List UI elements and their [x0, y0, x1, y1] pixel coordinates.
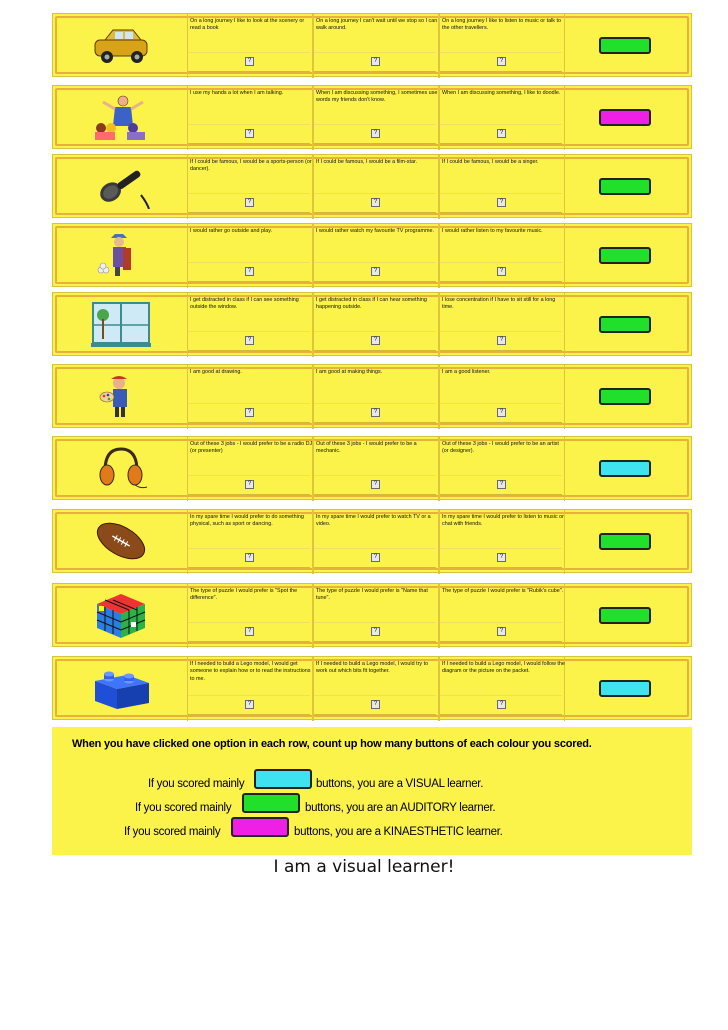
option-cell: [313, 437, 439, 501]
question-row: [52, 13, 692, 77]
question-row: [52, 292, 692, 356]
option-cell: [187, 365, 313, 429]
option-select-button[interactable]: ?: [245, 627, 254, 636]
question-row: [52, 656, 692, 720]
option-button-area: [440, 403, 562, 423]
scoring-instruction: When you have clicked one option in each row, count up how many buttons of each colour you scored.: [72, 738, 592, 750]
option-text: If I needed to build a Lego model, I would get someone to explain how or to read the instructions to me.: [190, 661, 311, 682]
option-button-area: [440, 124, 562, 144]
option-text: If I could be famous, I would be a singer.: [442, 159, 539, 165]
question-row: [52, 154, 692, 218]
option-button-area: [440, 193, 562, 213]
option-cell: [187, 510, 313, 574]
option-button-area: [188, 331, 310, 351]
lego-brick-icon: [89, 665, 153, 711]
option-cell: [313, 510, 439, 574]
car-icon: [89, 22, 153, 68]
option-text: If I needed to build a Lego model, I would try to work out which bits fit together.: [316, 661, 429, 675]
rugby-ball-icon: [89, 518, 153, 564]
option-cell: [439, 365, 565, 429]
option-cell: [439, 14, 565, 78]
option-cell: [439, 657, 565, 721]
option-cell: [187, 14, 313, 78]
option-select-button[interactable]: ?: [497, 553, 506, 562]
option-text: I get distracted in class if I can see something outside the window.: [190, 297, 299, 311]
result-color-button-auditory[interactable]: [599, 388, 651, 405]
option-select-button[interactable]: ?: [245, 57, 254, 66]
result-color-button-auditory[interactable]: [599, 316, 651, 333]
option-select-button[interactable]: ?: [245, 553, 254, 562]
presenter-icon: [89, 94, 153, 140]
option-button-area: [188, 403, 310, 423]
rubiks-cube-icon: [89, 592, 153, 638]
option-text: Out of these 3 jobs - I would prefer to be a radio DJ (or presenter): [190, 441, 313, 455]
option-button-area: [188, 193, 310, 213]
option-cell: [439, 155, 565, 219]
option-cell: [313, 365, 439, 429]
option-text: I would rather watch my favourite TV programme.: [316, 228, 434, 234]
question-row: [52, 223, 692, 287]
option-text: In my spare time I would prefer to do something physical, such as sport or dancing.: [190, 514, 304, 528]
gardener-icon: [89, 232, 153, 278]
result-color-button-auditory[interactable]: [599, 533, 651, 550]
option-button-area: [314, 695, 436, 715]
option-cell: [187, 437, 313, 501]
legend-auditory-prefix: If you scored mainly: [135, 802, 232, 814]
option-select-button[interactable]: ?: [245, 129, 254, 138]
option-text: I use my hands a lot when I am talking.: [190, 90, 284, 96]
option-cell: [313, 224, 439, 288]
option-cell: [439, 584, 565, 648]
option-button-area: [188, 622, 310, 642]
option-cell: [187, 293, 313, 357]
option-select-button[interactable]: ?: [371, 129, 380, 138]
option-text: Out of these 3 jobs - I would prefer to be a mechanic.: [316, 441, 417, 455]
option-text: The type of puzzle I would prefer is "Name that tune".: [316, 588, 428, 602]
option-button-area: [440, 475, 562, 495]
option-button-area: [314, 548, 436, 568]
option-button-area: [314, 475, 436, 495]
option-button-area: [314, 52, 436, 72]
option-text: I would rather go outside and play.: [190, 228, 273, 234]
option-select-button[interactable]: ?: [245, 480, 254, 489]
option-select-button[interactable]: ?: [497, 700, 506, 709]
option-cell: [313, 657, 439, 721]
microphone-icon: [89, 163, 153, 209]
option-select-button[interactable]: ?: [245, 700, 254, 709]
option-cell: [439, 86, 565, 150]
legend-visual-prefix: If you scored mainly: [148, 778, 245, 790]
option-cell: [313, 293, 439, 357]
result-color-button-kinaesthetic[interactable]: [599, 109, 651, 126]
question-row: [52, 436, 692, 500]
question-row: [52, 364, 692, 428]
option-select-button[interactable]: ?: [245, 198, 254, 207]
option-select-button[interactable]: ?: [371, 627, 380, 636]
option-select-button[interactable]: ?: [497, 408, 506, 417]
option-cell: [439, 437, 565, 501]
option-select-button[interactable]: ?: [245, 336, 254, 345]
option-button-area: [314, 262, 436, 282]
artist-icon: [89, 373, 153, 419]
option-text: I would rather listen to my favourite music.: [442, 228, 543, 234]
option-button-area: [440, 52, 562, 72]
option-select-button[interactable]: ?: [497, 57, 506, 66]
result-color-button-auditory[interactable]: [599, 178, 651, 195]
option-text: I am a good listener.: [442, 369, 491, 375]
option-text: On a long journey I like to listen to music or talk to the other travellers.: [442, 18, 561, 32]
option-cell: [187, 155, 313, 219]
option-cell: [187, 224, 313, 288]
legend-kinaesthetic-suffix: buttons, you are a KINAESTHETIC learner.: [294, 826, 503, 838]
option-text: If I could be famous, I would be a sports-person (or dancer).: [190, 159, 312, 173]
option-button-area: [440, 548, 562, 568]
option-select-button[interactable]: ?: [497, 129, 506, 138]
option-button-area: [440, 622, 562, 642]
option-select-button[interactable]: ?: [371, 267, 380, 276]
option-cell: [313, 14, 439, 78]
option-text: When I am discussing something, I like to doodle.: [442, 90, 561, 96]
question-row: [52, 509, 692, 573]
option-text: I am good at making things.: [316, 369, 383, 375]
result-color-button-auditory[interactable]: [599, 607, 651, 624]
option-select-button[interactable]: ?: [371, 700, 380, 709]
legend-visual-suffix: buttons, you are a VISUAL learner.: [316, 778, 484, 790]
option-text: On a long journey I like to look at the scenery or read a book: [190, 18, 305, 32]
option-text: The type of puzzle I would prefer is "Spot the difference".: [190, 588, 298, 602]
legend-kinaesthetic-prefix: If you scored mainly: [124, 826, 221, 838]
option-cell: [313, 584, 439, 648]
option-text: If I could be famous, I would be a film-star.: [316, 159, 417, 165]
option-button-area: [314, 622, 436, 642]
option-button-area: [314, 403, 436, 423]
legend-auditory-chip: [242, 793, 300, 813]
option-cell: [313, 86, 439, 150]
option-select-button[interactable]: ?: [371, 198, 380, 207]
result-color-button-auditory[interactable]: [599, 247, 651, 264]
window-icon: [89, 301, 153, 347]
option-select-button[interactable]: ?: [371, 553, 380, 562]
option-text: The type of puzzle I would prefer is "Rubik's cube".: [442, 588, 564, 594]
option-cell: [439, 293, 565, 357]
question-row: [52, 85, 692, 149]
option-text: In my spare time I would prefer to listen to music or chat with friends.: [442, 514, 564, 528]
option-text: If I needed to build a Lego model, I would follow the diagram or the picture on the packet.: [442, 661, 565, 675]
legend-visual-chip: [254, 769, 312, 789]
option-button-area: [440, 331, 562, 351]
option-text: In my spare time I would prefer to watch TV or a video.: [316, 514, 431, 528]
option-cell: [439, 224, 565, 288]
option-button-area: [188, 262, 310, 282]
option-cell: [187, 584, 313, 648]
option-button-area: [440, 695, 562, 715]
option-text: I get distracted in class if I can hear something happening outside.: [316, 297, 427, 311]
option-select-button[interactable]: ?: [497, 627, 506, 636]
option-button-area: [314, 124, 436, 144]
scoring-panel: [52, 727, 692, 855]
result-caption: I am a visual learner!: [273, 857, 455, 877]
option-text: I lose concentration if I have to sit still for a long time.: [442, 297, 556, 311]
option-text: I am good at drawing.: [190, 369, 242, 375]
option-button-area: [440, 262, 562, 282]
option-select-button[interactable]: ?: [245, 408, 254, 417]
option-text: On a long journey I can't wait until we stop so I can walk around.: [316, 18, 438, 32]
option-select-button[interactable]: ?: [497, 198, 506, 207]
legend-auditory-suffix: buttons, you are an AUDITORY learner.: [305, 802, 496, 814]
option-button-area: [314, 331, 436, 351]
option-select-button[interactable]: ?: [371, 408, 380, 417]
headphones-icon: [89, 445, 153, 491]
option-cell: [187, 657, 313, 721]
option-select-button[interactable]: ?: [245, 267, 254, 276]
option-button-area: [188, 695, 310, 715]
option-select-button[interactable]: ?: [371, 480, 380, 489]
legend-kinaesthetic-chip: [231, 817, 289, 837]
option-cell: [187, 86, 313, 150]
option-select-button[interactable]: ?: [371, 57, 380, 66]
option-text: Out of these 3 jobs - I would prefer to be an artist (or designer).: [442, 441, 559, 455]
option-button-area: [188, 475, 310, 495]
option-cell: [313, 155, 439, 219]
option-text: When I am discussing something, I sometimes use words my friends don't know.: [316, 90, 438, 104]
result-color-button-visual[interactable]: [599, 680, 651, 697]
option-cell: [439, 510, 565, 574]
option-button-area: [188, 124, 310, 144]
option-select-button[interactable]: ?: [497, 336, 506, 345]
option-select-button[interactable]: ?: [371, 336, 380, 345]
result-color-button-auditory[interactable]: [599, 37, 651, 54]
option-select-button[interactable]: ?: [497, 480, 506, 489]
result-color-button-visual[interactable]: [599, 460, 651, 477]
option-button-area: [314, 193, 436, 213]
question-row: [52, 583, 692, 647]
option-select-button[interactable]: ?: [497, 267, 506, 276]
option-button-area: [188, 52, 310, 72]
option-button-area: [188, 548, 310, 568]
